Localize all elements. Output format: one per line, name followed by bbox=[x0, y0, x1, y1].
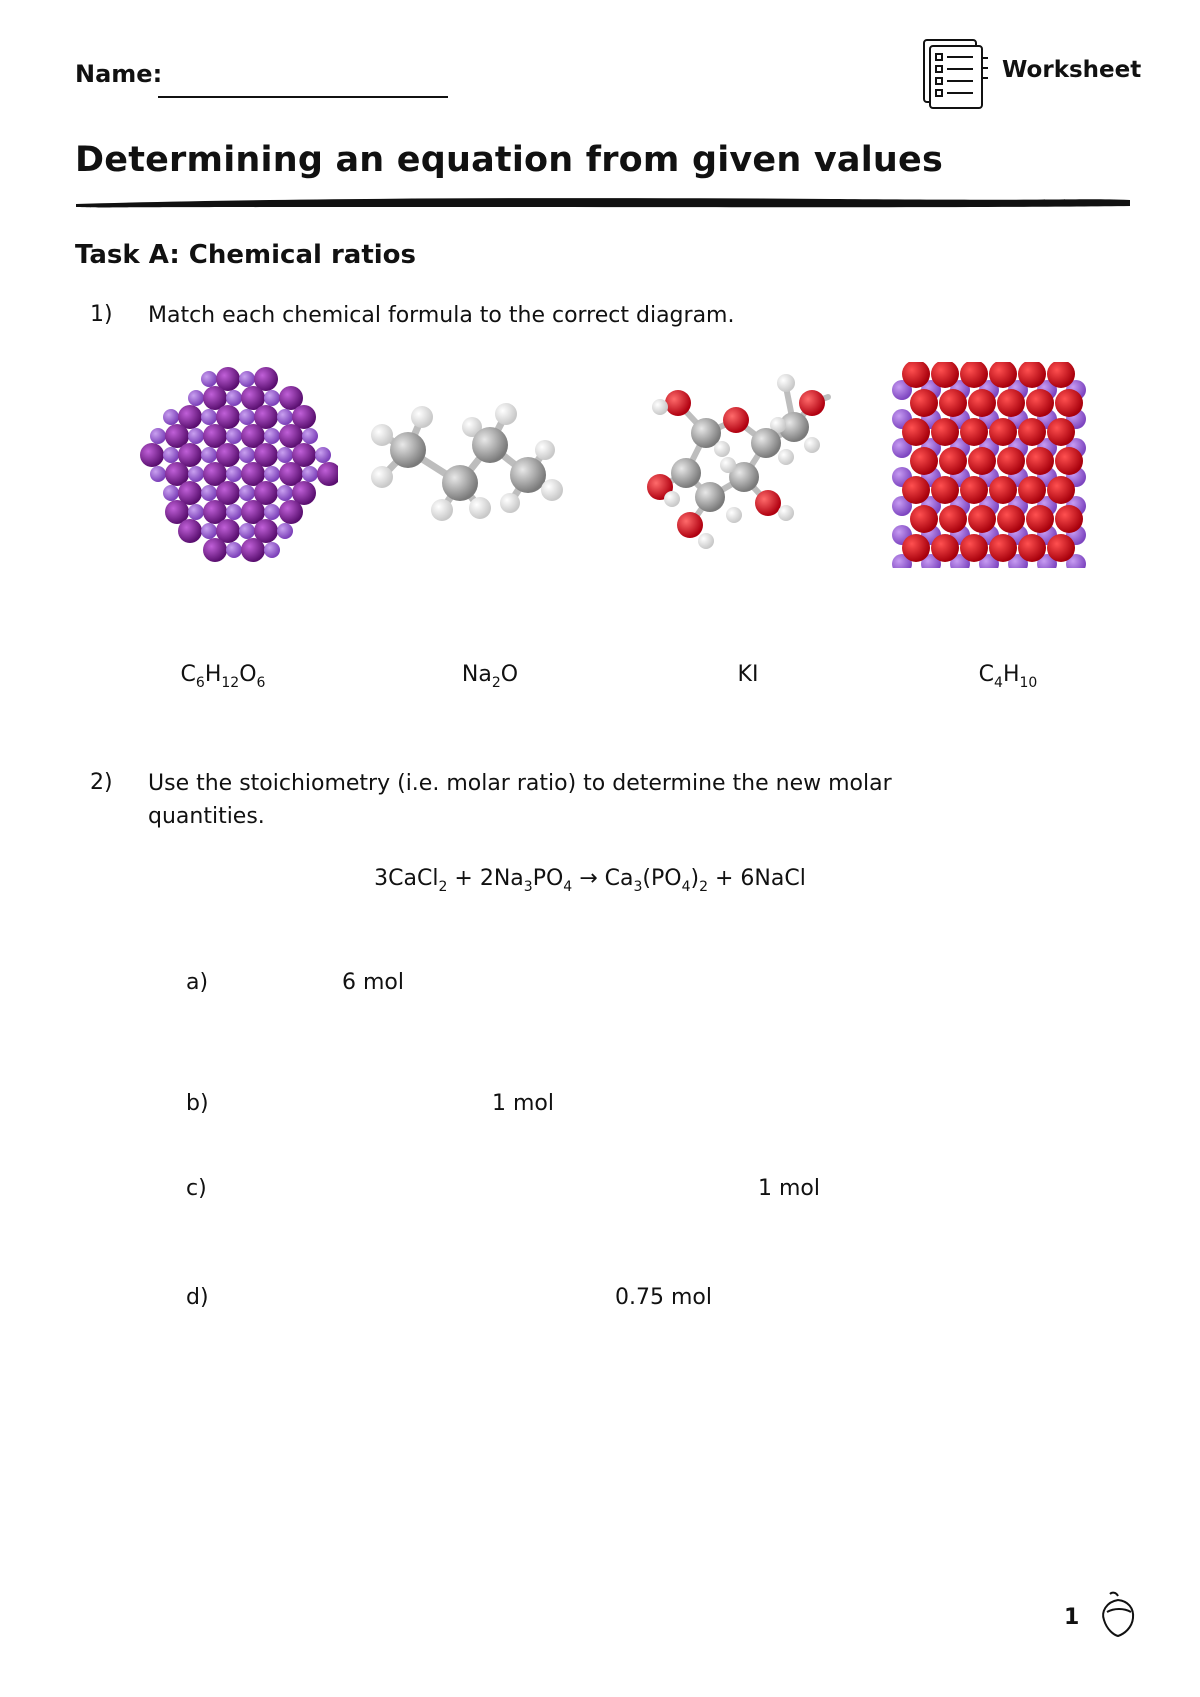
atom-sphere bbox=[902, 476, 930, 504]
atom-sphere bbox=[902, 534, 930, 562]
atom-sphere bbox=[239, 485, 255, 501]
atom-sphere bbox=[997, 505, 1025, 533]
atom-sphere bbox=[910, 447, 938, 475]
atom-sphere bbox=[239, 523, 255, 539]
atom-sphere bbox=[1018, 418, 1046, 446]
atom-sphere bbox=[931, 476, 959, 504]
atom-sphere bbox=[1055, 389, 1083, 417]
atom-sphere bbox=[150, 466, 166, 482]
atom-sphere bbox=[277, 523, 293, 539]
question-1-number: 1) bbox=[90, 302, 113, 327]
acorn-logo-icon bbox=[1098, 1590, 1138, 1638]
task-a-heading: Task A: Chemical ratios bbox=[75, 240, 416, 270]
atom-sphere bbox=[264, 428, 280, 444]
atom-sphere bbox=[1055, 447, 1083, 475]
name-label: Name: bbox=[75, 60, 163, 88]
atom-sphere bbox=[1047, 476, 1075, 504]
atom-sphere bbox=[188, 466, 204, 482]
atom-sphere bbox=[968, 389, 996, 417]
atom-sphere bbox=[277, 409, 293, 425]
atom-sphere bbox=[910, 505, 938, 533]
atom-sphere bbox=[226, 390, 242, 406]
part-c-label: c) bbox=[186, 1176, 207, 1201]
part-b-label: b) bbox=[186, 1091, 209, 1116]
atom-sphere bbox=[902, 418, 930, 446]
atom-sphere bbox=[989, 418, 1017, 446]
atom-sphere bbox=[241, 538, 265, 562]
formula-glucose: $C_6H_{12}O_6$ bbox=[180, 662, 266, 691]
atom-sphere bbox=[201, 523, 217, 539]
part-c-value: 1 mol bbox=[758, 1176, 820, 1201]
atom-sphere bbox=[277, 447, 293, 463]
atom-sphere bbox=[989, 476, 1017, 504]
part-d-label: d) bbox=[186, 1285, 209, 1310]
atom-sphere bbox=[188, 504, 204, 520]
formula-butane: $C_4H_{10}$ bbox=[978, 662, 1038, 691]
atom-sphere bbox=[989, 534, 1017, 562]
glucose-ball-and-stick-model bbox=[636, 365, 836, 565]
atom-sphere bbox=[1055, 505, 1083, 533]
worksheet-label: Worksheet bbox=[1002, 57, 1142, 83]
atom-sphere bbox=[315, 447, 331, 463]
atom-sphere bbox=[226, 542, 242, 558]
part-a-value: 6 mol bbox=[342, 970, 404, 995]
part-b-value: 1 mol bbox=[492, 1091, 554, 1116]
atom-sphere bbox=[1026, 505, 1054, 533]
atom-sphere bbox=[1047, 534, 1075, 562]
atom-sphere bbox=[960, 476, 988, 504]
question-1-text: Match each chemical formula to the correct diagram. bbox=[148, 303, 735, 328]
red-purple-lattice-model bbox=[888, 362, 1088, 568]
atom-sphere bbox=[939, 389, 967, 417]
atom-sphere bbox=[163, 409, 179, 425]
atom-sphere bbox=[931, 534, 959, 562]
atom-sphere bbox=[201, 409, 217, 425]
chemical-equation: 3CaCl$_2$ + $2Na_3PO_4 \to Ca_3(PO_4)_2$ + 6NaCl bbox=[374, 866, 806, 895]
page-number: 1 bbox=[1064, 1605, 1080, 1630]
atom-sphere bbox=[178, 519, 202, 543]
atom-sphere bbox=[968, 505, 996, 533]
page-title: Determining an equation from given values bbox=[75, 140, 943, 180]
atom-sphere bbox=[931, 418, 959, 446]
atom-sphere bbox=[239, 447, 255, 463]
atom-sphere bbox=[201, 371, 217, 387]
atom-sphere bbox=[277, 485, 293, 501]
atom-sphere bbox=[163, 447, 179, 463]
atom-sphere bbox=[317, 462, 338, 486]
formula-potassium-iodide: KI bbox=[737, 662, 759, 687]
worksheet-icon bbox=[922, 38, 992, 110]
atom-sphere bbox=[960, 534, 988, 562]
atom-sphere bbox=[1026, 447, 1054, 475]
atom-sphere bbox=[188, 428, 204, 444]
atom-sphere bbox=[910, 389, 938, 417]
atom-sphere bbox=[1026, 389, 1054, 417]
atom-sphere bbox=[939, 447, 967, 475]
atom-sphere bbox=[1018, 476, 1046, 504]
name-line[interactable] bbox=[158, 96, 448, 98]
atom-sphere bbox=[264, 542, 280, 558]
atom-sphere bbox=[302, 466, 318, 482]
atom-sphere bbox=[226, 428, 242, 444]
atom-sphere bbox=[302, 428, 318, 444]
atom-sphere bbox=[163, 485, 179, 501]
atom-sphere bbox=[960, 418, 988, 446]
atom-sphere bbox=[203, 538, 227, 562]
atom-sphere bbox=[239, 371, 255, 387]
purple-crystal-lattice-model bbox=[138, 365, 338, 565]
part-d-value: 0.75 mol bbox=[615, 1285, 712, 1310]
question-2-number: 2) bbox=[90, 770, 113, 795]
atom-sphere bbox=[188, 390, 204, 406]
formula-sodium-oxide: $Na_2O$ bbox=[461, 662, 519, 691]
atom-sphere bbox=[997, 389, 1025, 417]
butane-ball-and-stick-model bbox=[360, 365, 580, 565]
atom-sphere bbox=[264, 504, 280, 520]
atom-sphere bbox=[1047, 418, 1075, 446]
atom-sphere bbox=[939, 505, 967, 533]
atom-sphere bbox=[226, 466, 242, 482]
atom-sphere bbox=[150, 428, 166, 444]
atom-sphere bbox=[201, 485, 217, 501]
atom-sphere bbox=[239, 409, 255, 425]
atom-sphere bbox=[1018, 534, 1046, 562]
atom-sphere bbox=[968, 447, 996, 475]
atom-sphere bbox=[264, 390, 280, 406]
atom-sphere bbox=[279, 500, 303, 524]
title-underline bbox=[72, 194, 1134, 210]
question-2-text: Use the stoichiometry (i.e. molar ratio) to determine the new molar quantities. bbox=[148, 771, 892, 829]
atom-sphere bbox=[140, 443, 164, 467]
part-a-label: a) bbox=[186, 970, 209, 995]
atom-sphere bbox=[997, 447, 1025, 475]
atom-sphere bbox=[201, 447, 217, 463]
atom-sphere bbox=[264, 466, 280, 482]
atom-sphere bbox=[226, 504, 242, 520]
